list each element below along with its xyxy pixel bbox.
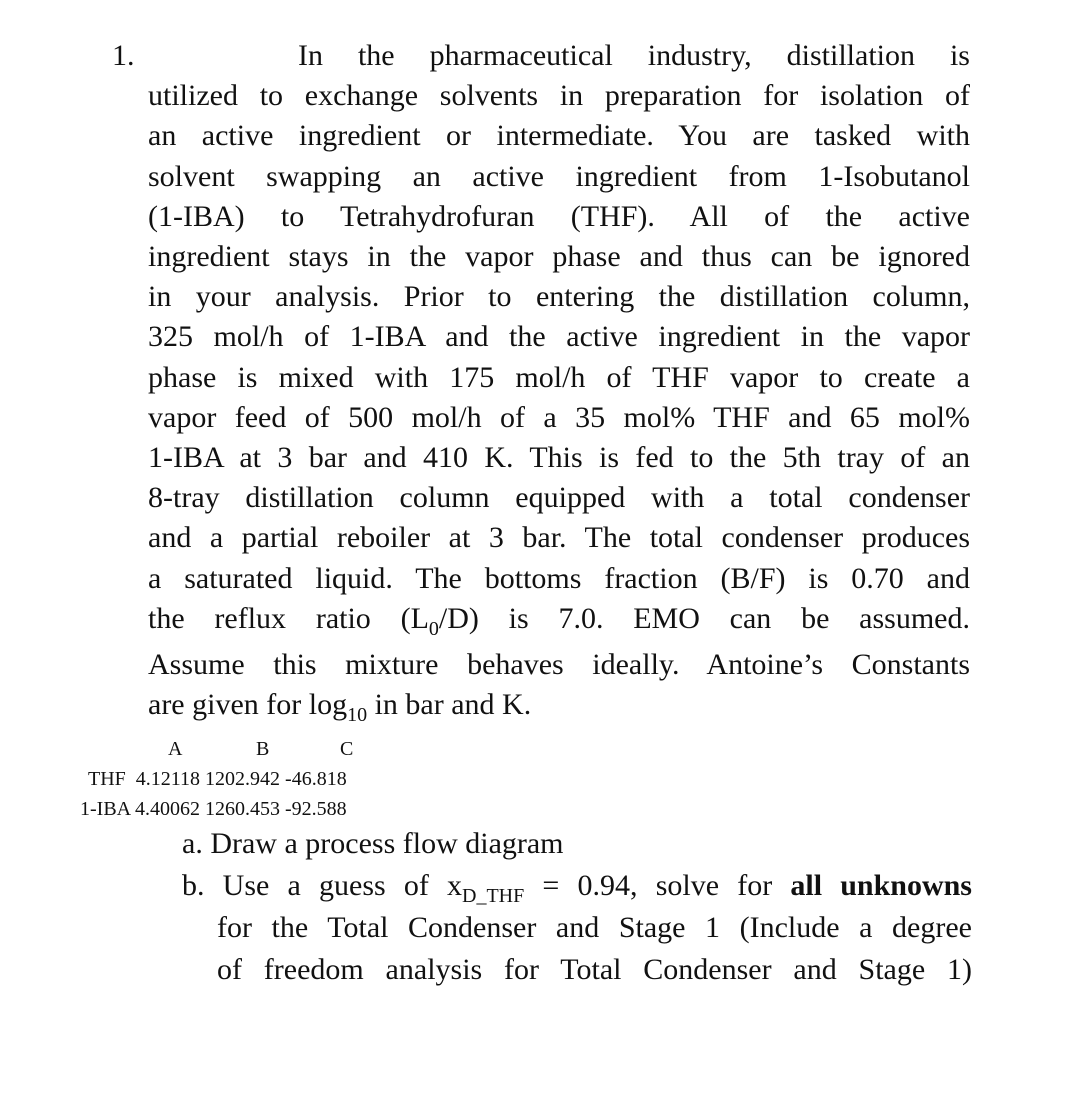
question-line: an active ingredient or intermediate. You are tasked with: [148, 119, 970, 153]
question-line: and a partial reboiler at 3 bar. The total condenser produces: [148, 521, 970, 555]
question-line: 8-tray distillation column equipped with a total condenser: [148, 481, 970, 515]
reflux-text: the reflux ratio (L: [148, 601, 429, 635]
part-b-subscript: D_THF: [462, 885, 525, 907]
question-line: 325 mol/h of 1-IBA and the active ingredient in the vapor: [148, 320, 970, 354]
log-line: [148, 685, 970, 725]
question-line: solvent swapping an active ingredient from 1-Isobutanol: [148, 159, 970, 193]
question-line: 1-IBA at 3 bar and 410 K. This is fed to the 5th tray of an: [148, 441, 970, 475]
question-line: a saturated liquid. The bottoms fraction (B/F) is 0.70 and: [148, 561, 970, 595]
antoine-header-c: C: [340, 738, 354, 760]
antoine-header-b: B: [256, 738, 270, 760]
part-b-line2: for the Total Condenser and Stage 1 (Include a degree: [217, 911, 972, 944]
question-line: (1-IBA) to Tetrahydrofuran (THF). All of the active: [148, 199, 970, 233]
antoine-header-row: [80, 734, 353, 764]
part-b-line1: [182, 865, 972, 907]
question-line: vapor feed of 500 mol/h of a 35 mol% THF and 65 mol%: [148, 400, 970, 434]
question-line: In the pharmaceutical industry, distillation is: [298, 39, 970, 72]
reflux-line: [148, 599, 970, 639]
antoine-table: [80, 734, 353, 824]
ideal-line: Assume this mixture behaves ideally. Antoine’s Constants: [148, 648, 970, 682]
part-b-text: b. Use a guess of x: [182, 869, 463, 902]
log-text-end: in bar and K.: [367, 688, 532, 722]
question-line: utilized to exchange solvents in preparation for isolation of: [148, 79, 970, 113]
part-b-bold: all unknowns: [790, 869, 972, 902]
part-b-text-mid: = 0.94, solve for: [524, 869, 791, 902]
log-text: are given for log: [148, 688, 348, 722]
question-line: in your analysis. Prior to entering the distillation column,: [148, 280, 970, 314]
question-line: phase is mixed with 175 mol/h of THF vapor to create a: [148, 360, 970, 394]
antoine-row-iba: 1-IBA 4.40062 1260.453 -92.588: [80, 798, 347, 820]
reflux-subscript: 0: [428, 617, 439, 640]
reflux-text-end: /D) is 7.0. EMO can be assumed.: [438, 601, 970, 635]
part-b-line3: of freedom analysis for Total Condenser and Stage 1): [217, 953, 972, 986]
antoine-header-a: A: [168, 738, 183, 760]
question-number: 1.: [112, 39, 135, 72]
question-parts: [182, 823, 972, 991]
antoine-row-thf: THF 4.12118 1202.942 -46.818: [88, 768, 347, 790]
log-subscript: 10: [347, 704, 368, 727]
question-text: [148, 36, 970, 725]
part-a: a. Draw a process flow diagram: [182, 827, 564, 860]
question-line: ingredient stays in the vapor phase and thus can be ignored: [148, 240, 970, 274]
